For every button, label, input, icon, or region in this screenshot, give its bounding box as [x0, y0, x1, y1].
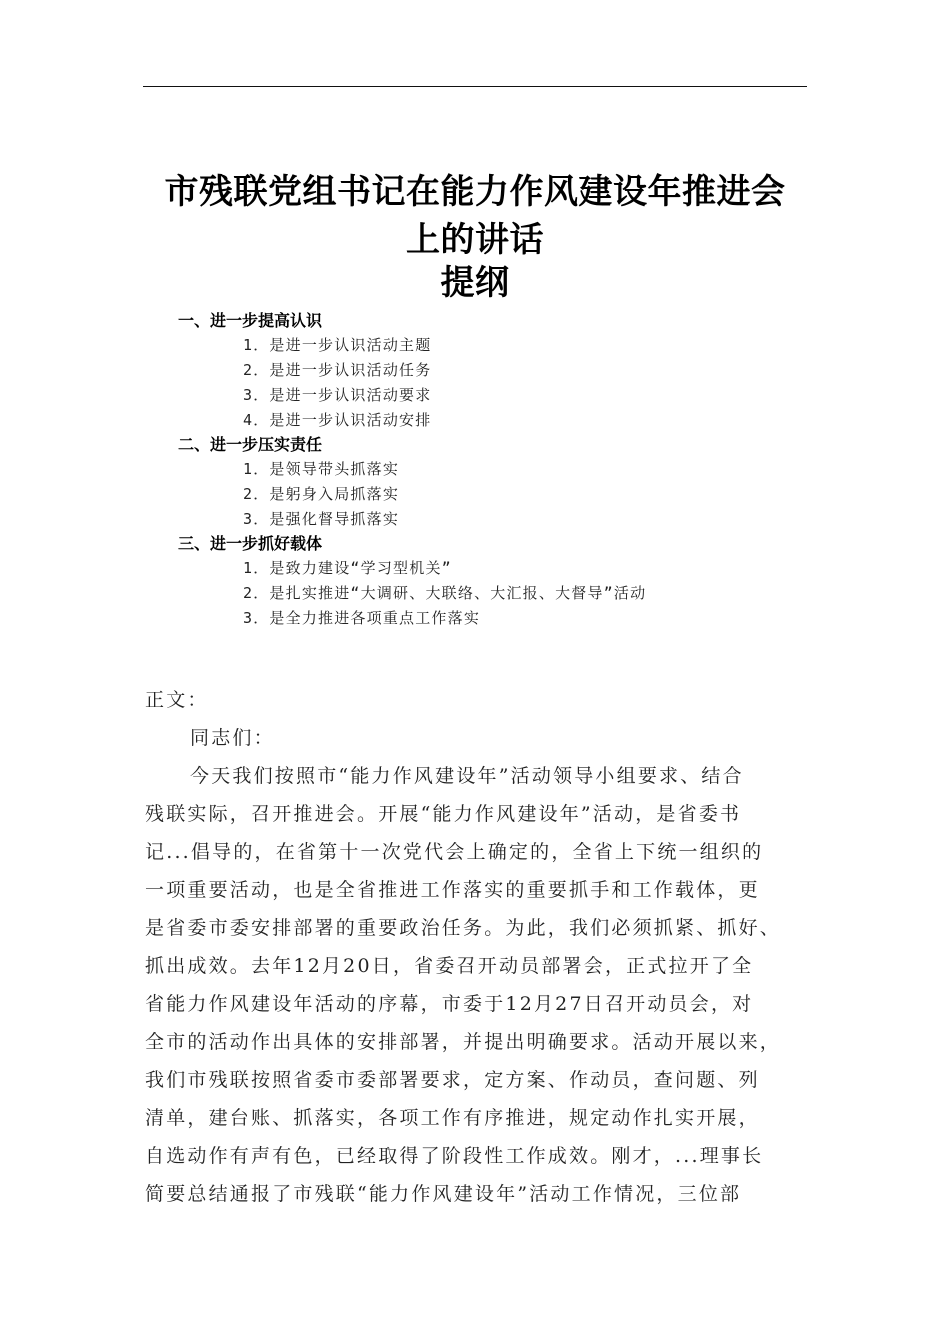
- outline-item: 2．是躬身入局抓落实: [243, 485, 400, 503]
- body-label: 正文：: [145, 689, 209, 711]
- salutation: 同志们：: [190, 727, 275, 749]
- body-paragraph-line: 自选动作有声有色，已经取得了阶段性工作成效。刚才，...理事长: [145, 1145, 764, 1167]
- body-paragraph-line: 今天我们按照市“能力作风建设年”活动领导小组要求、结合: [190, 765, 744, 787]
- outline-item: 1．是致力建设“学习型机关”: [243, 559, 452, 577]
- outline-heading-1: 一、进一步提高认识: [178, 311, 323, 330]
- document-title-line-1: 市残联党组书记在能力作风建设年推进会: [164, 172, 786, 212]
- body-paragraph-line: 一项重要活动，也是全省推进工作落实的重要抓手和工作载体，更: [145, 879, 760, 901]
- body-paragraph-line: 全市的活动作出具体的安排部署，并提出明确要求。活动开展以来，: [145, 1031, 782, 1053]
- body-paragraph-line: 是省委市委安排部署的重要政治任务。为此，我们必须抓紧、抓好、: [145, 917, 782, 939]
- outline-heading-3: 三、进一步抓好载体: [178, 534, 323, 553]
- outline-item: 1．是进一步认识活动主题: [243, 336, 432, 354]
- outline-item: 1．是领导带头抓落实: [243, 460, 400, 478]
- outline-item: 4．是进一步认识活动安排: [243, 411, 432, 429]
- outline-item: 3．是进一步认识活动要求: [243, 386, 432, 404]
- outline-item: 2．是进一步认识活动任务: [243, 361, 432, 379]
- document-title-line-2: 上的讲话: [406, 220, 544, 260]
- body-paragraph-line: 简要总结通报了市残联“能力作风建设年”活动工作情况，三位部: [145, 1183, 742, 1205]
- header-rule: [143, 86, 807, 87]
- body-paragraph-line: 省能力作风建设年活动的序幕，市委于12月27日召开动员会，对: [145, 993, 754, 1015]
- outline-heading-2: 二、进一步压实责任: [178, 435, 323, 454]
- body-paragraph-line: 残联实际，召开推进会。开展“能力作风建设年”活动，是省委书: [145, 803, 742, 825]
- outline-title: 提纲: [440, 263, 510, 303]
- outline-item: 3．是强化督导抓落实: [243, 510, 400, 528]
- body-paragraph-line: 抓出成效。去年12月20日，省委召开动员部署会，正式拉开了全: [145, 955, 754, 977]
- outline-item: 2．是扎实推进“大调研、大联络、大汇报、大督导”活动: [243, 584, 647, 602]
- body-paragraph-line: 我们市残联按照省委市委部署要求，定方案、作动员，查问题、列: [145, 1069, 760, 1091]
- body-paragraph-line: 清单，建台账、抓落实，各项工作有序推进，规定动作扎实开展，: [145, 1107, 760, 1129]
- outline-item: 3．是全力推进各项重点工作落实: [243, 609, 481, 627]
- body-paragraph-line: 记...倡导的，在省第十一次党代会上确定的，全省上下统一组织的: [145, 841, 764, 863]
